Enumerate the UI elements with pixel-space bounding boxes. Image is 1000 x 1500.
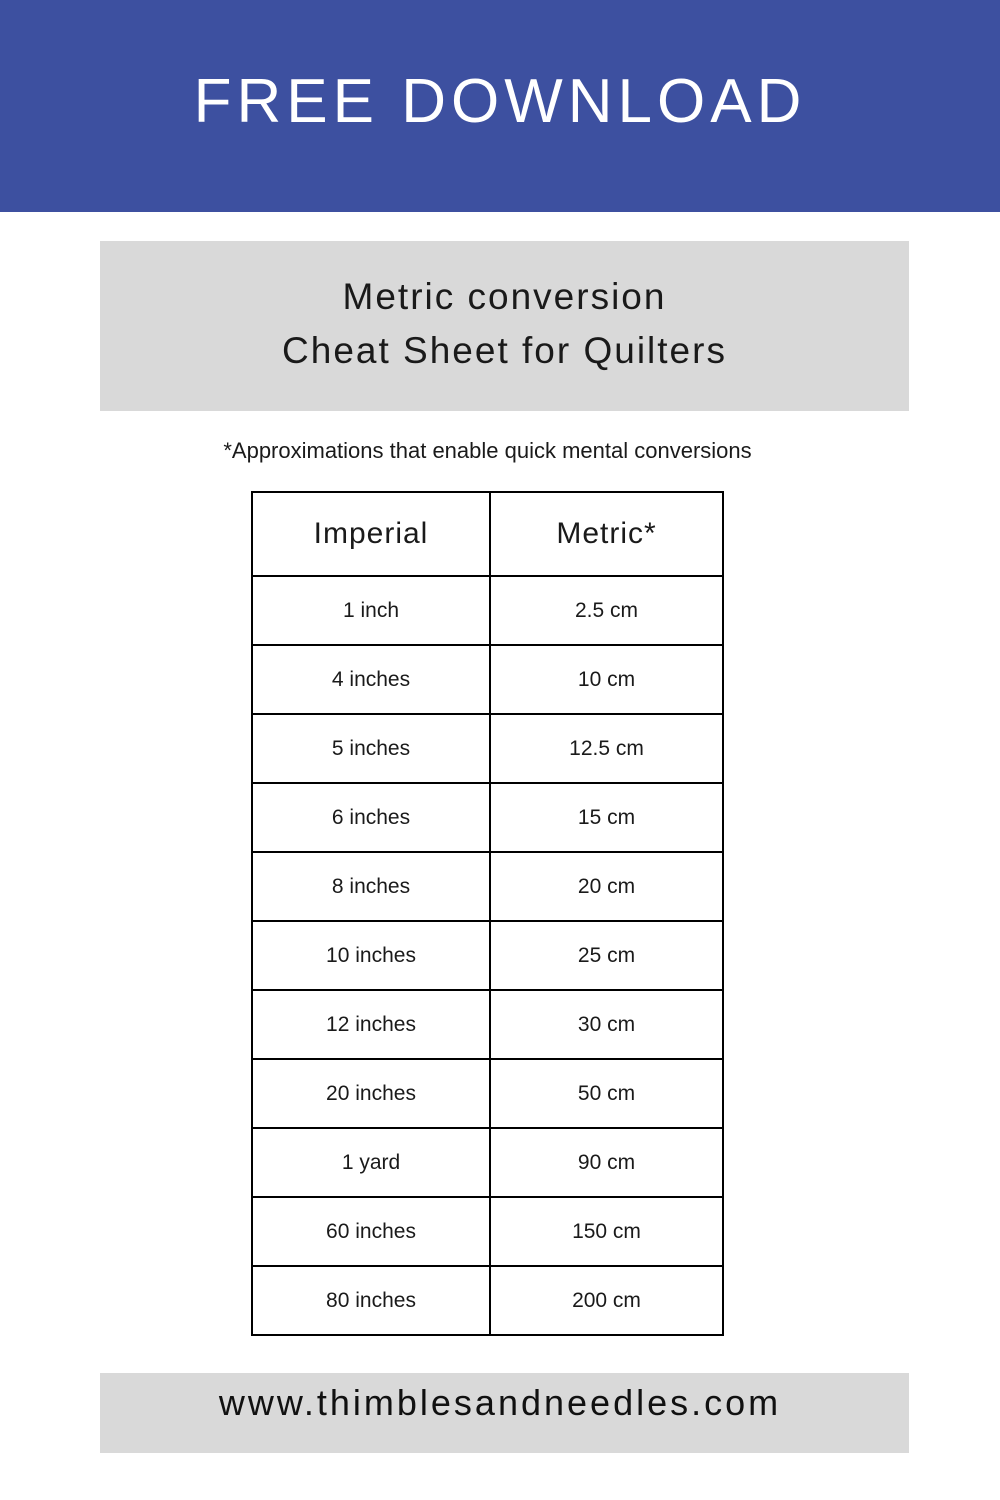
imperial-cell: 20 inches [252,1059,490,1128]
imperial-cell: 5 inches [252,714,490,783]
imperial-cell: 80 inches [252,1266,490,1335]
header-imperial: Imperial [252,492,490,576]
conversion-table [251,491,724,1336]
banner-title: FREE DOWNLOAD [193,67,807,136]
table-row [252,783,723,852]
metric-cell: 10 cm [490,645,723,714]
table-header-row [252,492,723,576]
title-line-1: Metric conversion [342,276,667,317]
metric-cell: 150 cm [490,1197,723,1266]
imperial-cell: 12 inches [252,990,490,1059]
table-row [252,921,723,990]
table-row [252,852,723,921]
table-row [252,1266,723,1335]
metric-cell: 25 cm [490,921,723,990]
metric-cell: 2.5 cm [490,576,723,645]
title-box [100,241,909,411]
header-metric: Metric* [490,492,723,576]
approximation-note: *Approximations that enable quick mental conversions [223,438,752,463]
imperial-cell: 8 inches [252,852,490,921]
table-row [252,645,723,714]
imperial-cell: 10 inches [252,921,490,990]
imperial-cell: 4 inches [252,645,490,714]
metric-cell: 15 cm [490,783,723,852]
table-row [252,990,723,1059]
imperial-cell: 1 yard [252,1128,490,1197]
title-line-2: Cheat Sheet for Quilters [282,330,727,371]
table-row [252,1197,723,1266]
metric-cell: 50 cm [490,1059,723,1128]
imperial-cell: 6 inches [252,783,490,852]
table-row [252,714,723,783]
table-row [252,576,723,645]
metric-cell: 90 cm [490,1128,723,1197]
website-url: www.thimblesandneedles.com [218,1382,782,1423]
metric-cell: 30 cm [490,990,723,1059]
imperial-cell: 60 inches [252,1197,490,1266]
metric-cell: 200 cm [490,1266,723,1335]
metric-cell: 12.5 cm [490,714,723,783]
table-row [252,1128,723,1197]
metric-cell: 20 cm [490,852,723,921]
table-row [252,1059,723,1128]
imperial-cell: 1 inch [252,576,490,645]
